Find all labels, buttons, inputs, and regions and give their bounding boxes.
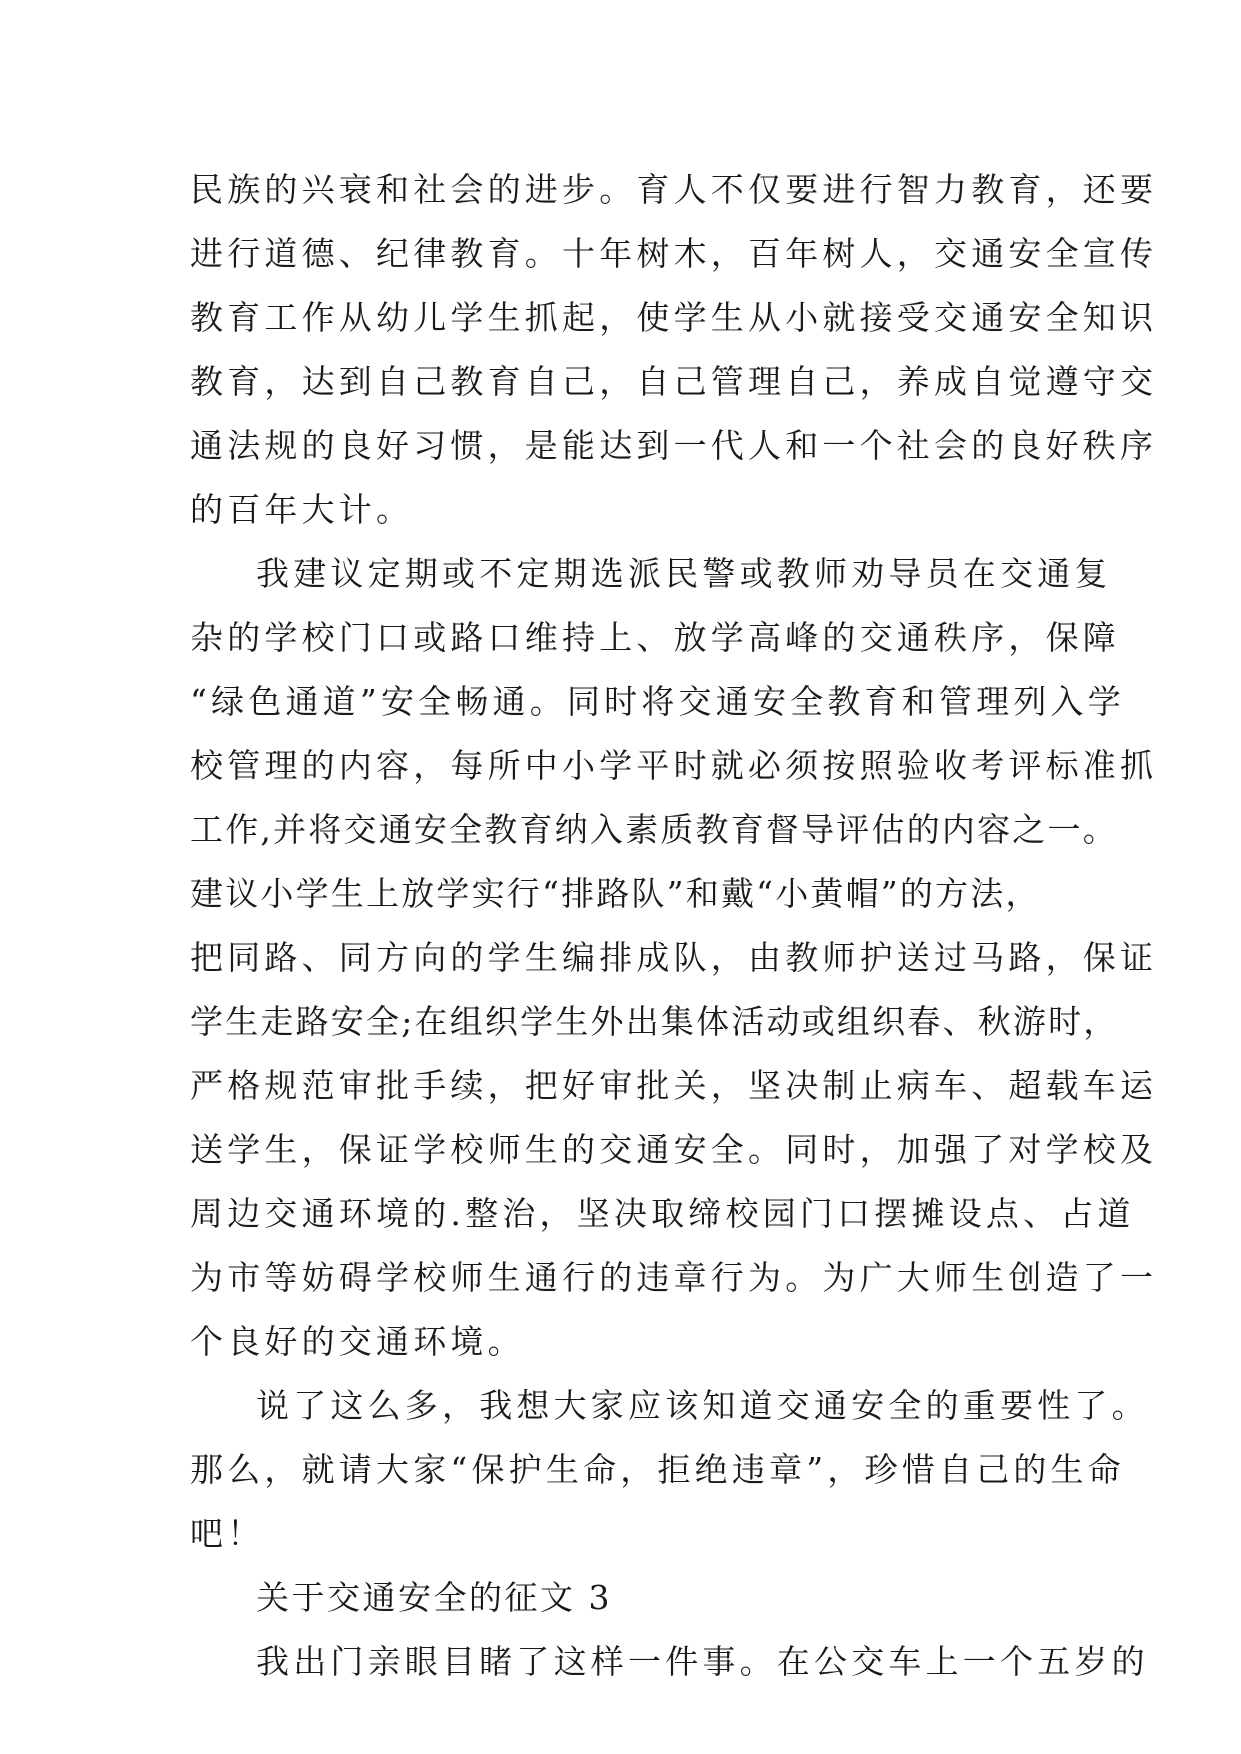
text-line: 周边交通环境的.整治，坚决取缔校园门口摆摊设点、占道 xyxy=(190,1194,1135,1233)
text-line: 杂的学校门口或路口维持上、放学高峰的交通秩序，保障 xyxy=(190,618,1120,657)
text-line: 把同路、同方向的学生编排成队，由教师护送过马路，保证 xyxy=(190,938,1158,977)
paragraph-first-line: 我出门亲眼目睹了这样一件事。在公交车上一个五岁的 xyxy=(256,1642,1149,1681)
document-body xyxy=(190,158,1158,1694)
text-line: 工作,并将交通安全教育纳入素质教育督导评估的内容之一。 xyxy=(190,810,1118,849)
paragraph-first-line: 说了这么多，我想大家应该知道交通安全的重要性了。 xyxy=(256,1386,1149,1425)
text-line: 送学生，保证学校师生的交通安全。同时，加强了对学校及 xyxy=(190,1130,1158,1169)
text-line: 教育，达到自己教育自己，自己管理自己，养成自觉遵守交 xyxy=(190,362,1158,401)
text-line: 进行道德、纪律教育。十年树木，百年树人，交通安全宣传 xyxy=(190,234,1158,273)
text-line: 的百年大计。 xyxy=(190,490,414,529)
text-line: 建议小学生上放学实行“排路队”和戴“小黄帽”的方法， xyxy=(190,874,1041,913)
text-line: 通法规的良好习惯，是能达到一代人和一个社会的良好秩序 xyxy=(190,426,1158,465)
text-line: 校管理的内容，每所中小学平时就必须按照验收考评标准抓 xyxy=(190,746,1158,785)
text-line: 那么，就请大家“保护生命，拒绝违章”，珍惜自己的生命 xyxy=(190,1450,1125,1489)
text-line: 吧！ xyxy=(190,1514,265,1553)
text-line: 严格规范审批手续，把好审批关，坚决制止病车、超载车运 xyxy=(190,1066,1158,1105)
text-line: 民族的兴衰和社会的进步。育人不仅要进行智力教育，还要 xyxy=(190,170,1158,209)
text-line: “绿色通道”安全畅通。同时将交通安全教育和管理列入学 xyxy=(190,682,1125,721)
paragraph-first-line: 我建议定期或不定期选派民警或教师劝导员在交通复 xyxy=(256,554,1112,593)
text-line: 个良好的交通环境。 xyxy=(190,1322,525,1361)
section-heading: 关于交通安全的征文 3 xyxy=(256,1578,612,1617)
text-line: 为市等妨碍学校师生通行的违章行为。为广大师生创造了一 xyxy=(190,1258,1158,1297)
text-line: 学生走路安全;在组织学生外出集体活动或组织春、秋游时， xyxy=(190,1002,1119,1041)
text-line: 教育工作从幼儿学生抓起，使学生从小就接受交通安全知识 xyxy=(190,298,1158,337)
